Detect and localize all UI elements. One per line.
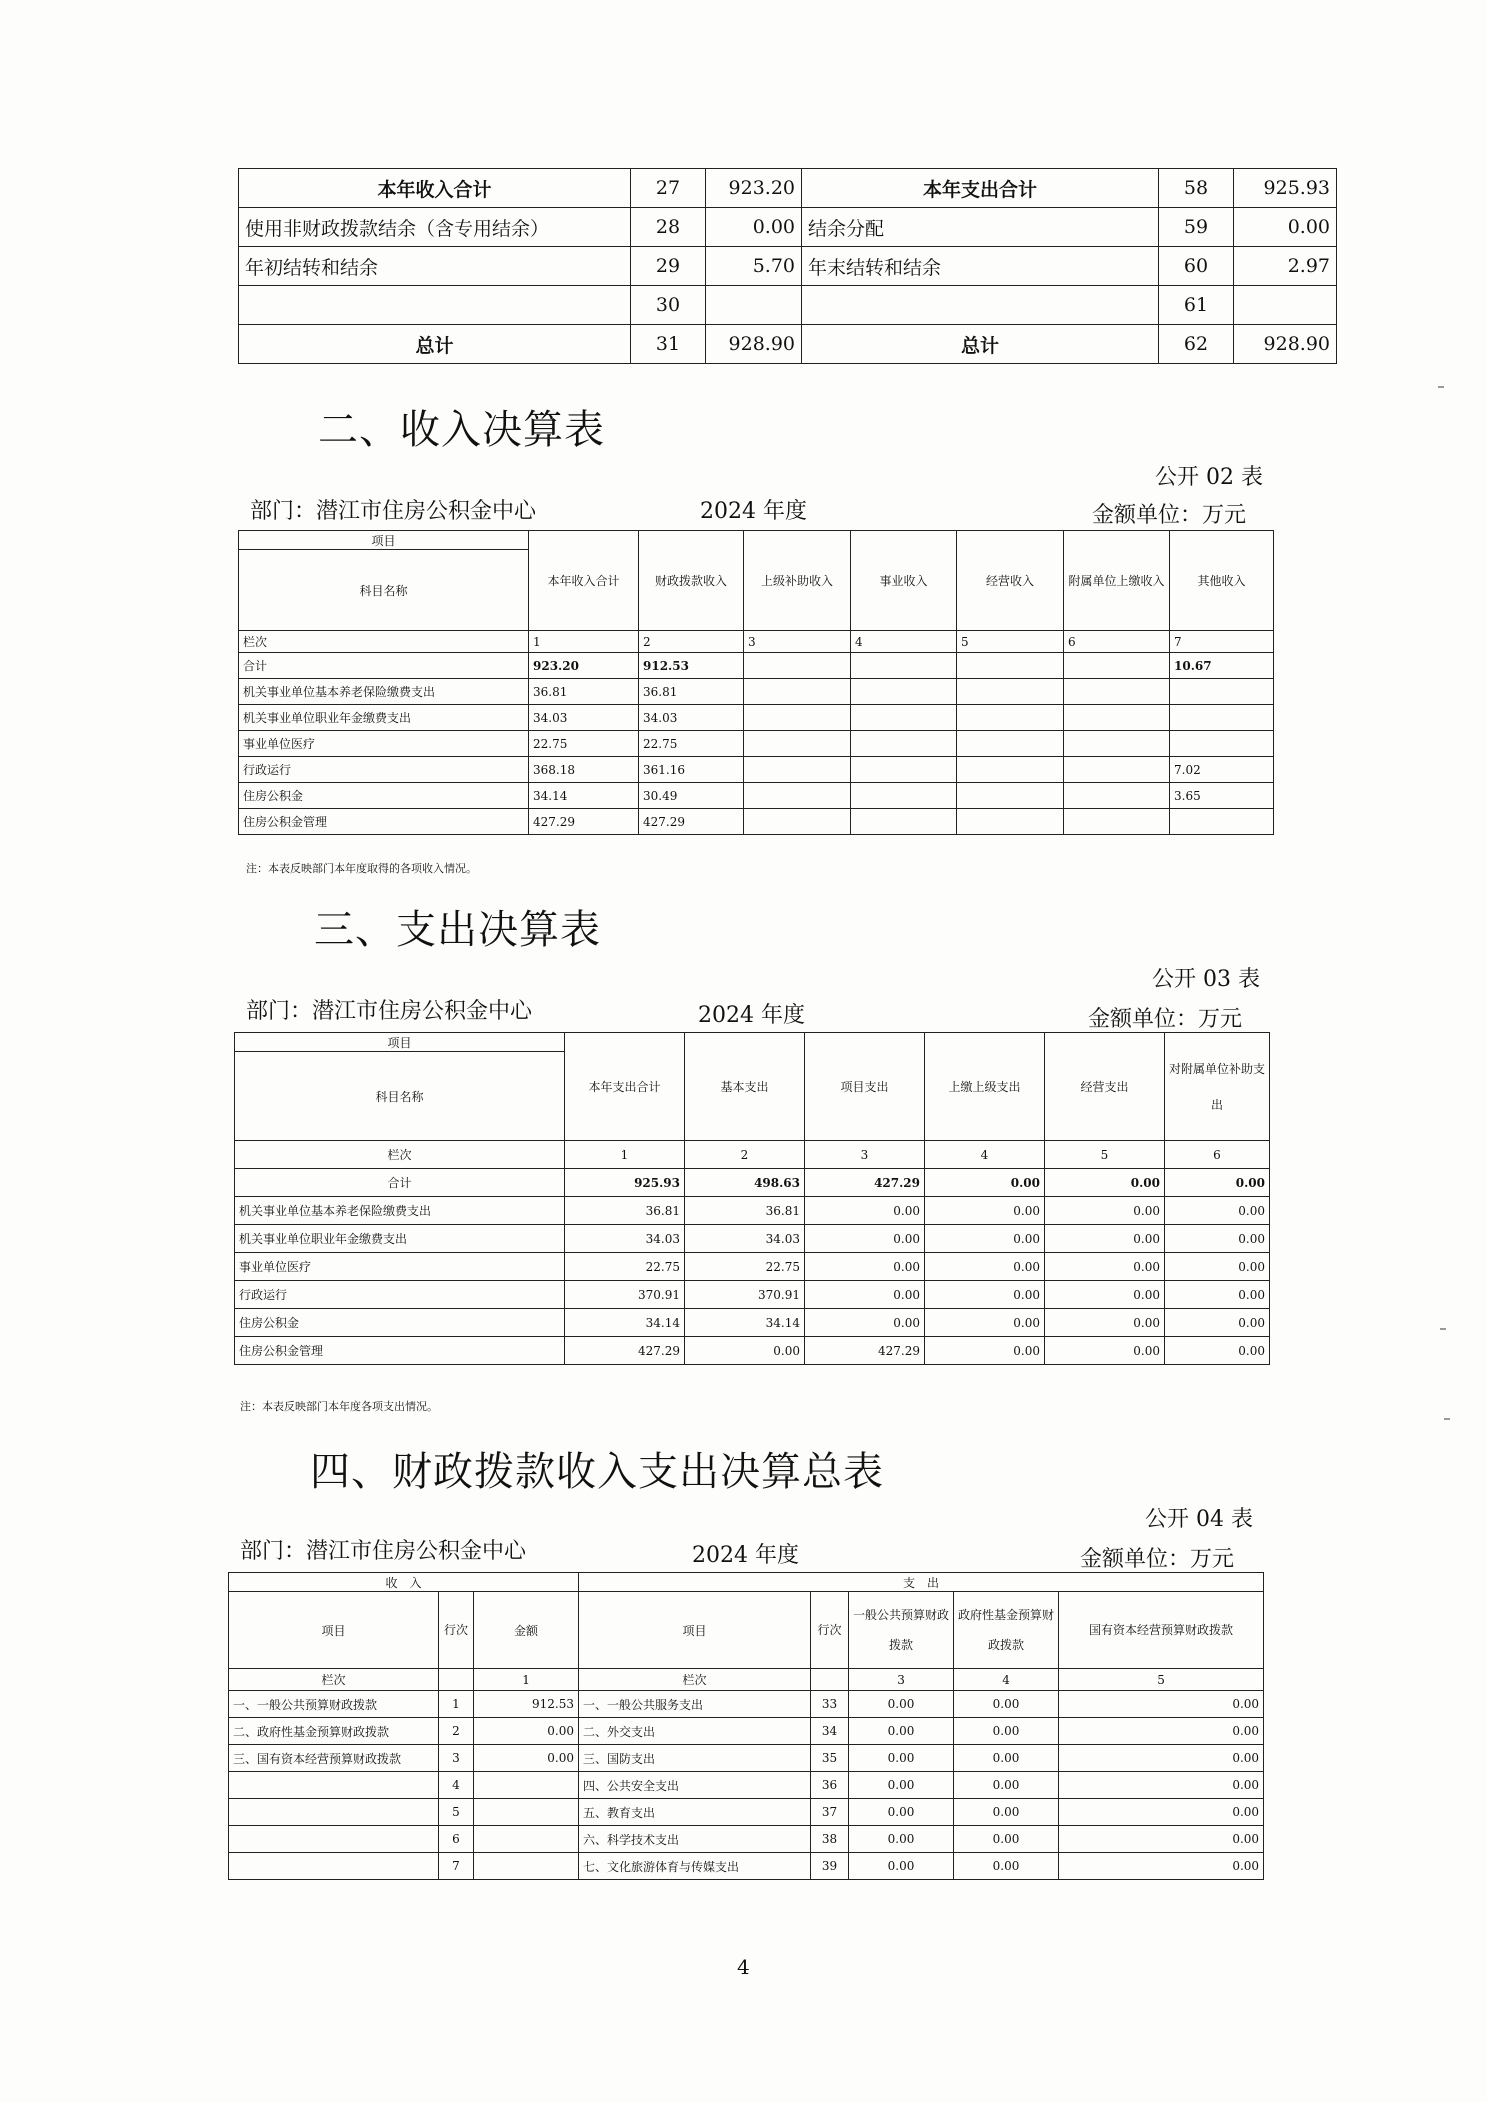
- amount-cell: 925.93: [565, 1169, 685, 1197]
- row-number: 58: [1159, 169, 1234, 208]
- amount-cell: [957, 653, 1064, 679]
- table-cell: [439, 1669, 474, 1691]
- expense-item: 结余分配: [802, 208, 1159, 247]
- amount-cell: 0.00: [1165, 1169, 1270, 1197]
- amount-cell: [851, 731, 957, 757]
- amount-cell: 10.67: [1170, 653, 1274, 679]
- column-header: 其他收入: [1170, 531, 1274, 631]
- subject-name: 行政运行: [235, 1281, 565, 1309]
- amount-cell: [474, 1853, 579, 1880]
- amount-cell: 0.00: [925, 1337, 1045, 1365]
- row-number: 29: [631, 247, 706, 286]
- amount-cell: 427.29: [529, 809, 639, 835]
- amount-cell: [1234, 286, 1337, 325]
- amount-cell: 36.81: [685, 1197, 805, 1225]
- table-row: [239, 325, 1337, 364]
- table-row: [239, 286, 1337, 325]
- subject-name: 住房公积金管理: [235, 1337, 565, 1365]
- header-amount: 金额: [474, 1592, 579, 1669]
- column-number: 5: [1045, 1141, 1165, 1169]
- header-item: 项目: [579, 1592, 811, 1669]
- table-row: [229, 1826, 1264, 1853]
- table-row: [229, 1718, 1264, 1745]
- amount-cell: 427.29: [805, 1337, 925, 1365]
- amount-cell: [957, 783, 1064, 809]
- column-number: 1: [529, 631, 639, 653]
- amount-cell: 0.00: [954, 1799, 1059, 1826]
- column-header: 本年支出合计: [565, 1033, 685, 1141]
- expense-group-header: 支 出: [579, 1573, 1264, 1592]
- amount-cell: [957, 809, 1064, 835]
- amount-cell: [851, 783, 957, 809]
- header-row: [229, 1573, 1264, 1592]
- lanci-label: 栏次: [239, 631, 529, 653]
- column-number: 4: [851, 631, 957, 653]
- subject-name: 机关事业单位职业年金缴费支出: [235, 1225, 565, 1253]
- column-number: 3: [744, 631, 851, 653]
- column-header: 国有资本经营预算财政拨款: [1059, 1592, 1264, 1669]
- department-label: 部门：潜江市住房公积金中心: [250, 499, 537, 524]
- amount-cell: 928.90: [1234, 325, 1337, 364]
- amount-cell: [1064, 783, 1170, 809]
- subject-name: 合计: [239, 653, 529, 679]
- income-item: 本年收入合计: [239, 169, 631, 208]
- scan-mark: [1440, 1328, 1446, 1330]
- amount-cell: 0.00: [805, 1309, 925, 1337]
- fiscal-summary-table: [228, 1572, 1264, 1880]
- amount-cell: 36.81: [565, 1197, 685, 1225]
- row-number: 37: [811, 1799, 849, 1826]
- column-header: 经营收入: [957, 531, 1064, 631]
- amount-cell: 0.00: [1165, 1309, 1270, 1337]
- table-row: [235, 1309, 1270, 1337]
- amount-cell: 7.02: [1170, 757, 1274, 783]
- amount-cell: 0.00: [954, 1691, 1059, 1718]
- amount-cell: [474, 1826, 579, 1853]
- amount-cell: [1170, 705, 1274, 731]
- amount-cell: 0.00: [1059, 1718, 1264, 1745]
- amount-cell: [1064, 757, 1170, 783]
- amount-cell: 0.00: [1059, 1853, 1264, 1880]
- subject-name: 事业单位医疗: [239, 731, 529, 757]
- column-number: 4: [954, 1669, 1059, 1691]
- amount-cell: [744, 731, 851, 757]
- income-group-header: 收 入: [229, 1573, 579, 1592]
- column-header: 项目支出: [805, 1033, 925, 1141]
- amount-cell: 0.00: [474, 1745, 579, 1772]
- fiscal-year: 2024 年度: [692, 1543, 799, 1568]
- amount-cell: 0.00: [474, 1718, 579, 1745]
- row-number: 28: [631, 208, 706, 247]
- table-row: [239, 653, 1274, 679]
- expense-item: 六、科学技术支出: [579, 1826, 811, 1853]
- amount-cell: 923.20: [706, 169, 802, 208]
- income-item: 三、国有资本经营预算财政拨款: [229, 1745, 439, 1772]
- header-item: 项目: [239, 531, 529, 550]
- column-header: 上缴上级支出: [925, 1033, 1045, 1141]
- amount-cell: [1064, 653, 1170, 679]
- amount-cell: [744, 757, 851, 783]
- scan-mark: [1438, 386, 1444, 388]
- amount-cell: 0.00: [1165, 1225, 1270, 1253]
- amount-cell: [474, 1799, 579, 1826]
- amount-cell: [1170, 809, 1274, 835]
- row-number: 61: [1159, 286, 1234, 325]
- amount-cell: 22.75: [639, 731, 744, 757]
- amount-cell: 0.00: [685, 1337, 805, 1365]
- income-table: [238, 530, 1274, 835]
- amount-cell: 34.03: [529, 705, 639, 731]
- column-header: 一般公共预算财政拨款: [849, 1592, 954, 1669]
- row-number: 7: [439, 1853, 474, 1880]
- fiscal-year: 2024 年度: [700, 499, 807, 524]
- column-number: 1: [474, 1669, 579, 1691]
- row-number: 27: [631, 169, 706, 208]
- expense-item: 七、文化旅游体育与传媒支出: [579, 1853, 811, 1880]
- amount-cell: 370.91: [685, 1281, 805, 1309]
- expense-item: 本年支出合计: [802, 169, 1159, 208]
- amount-cell: [851, 705, 957, 731]
- amount-cell: 0.00: [1045, 1253, 1165, 1281]
- column-header: 上级补助收入: [744, 531, 851, 631]
- amount-unit: 金额单位：万元: [1088, 1007, 1243, 1032]
- table-row: [239, 757, 1274, 783]
- column-number: 6: [1064, 631, 1170, 653]
- row-number: 38: [811, 1826, 849, 1853]
- amount-cell: 0.00: [706, 208, 802, 247]
- amount-cell: 923.20: [529, 653, 639, 679]
- lanci-label: 栏次: [579, 1669, 811, 1691]
- amount-cell: [1064, 705, 1170, 731]
- header-row: [235, 1033, 1270, 1052]
- column-header: 事业收入: [851, 531, 957, 631]
- amount-cell: [957, 705, 1064, 731]
- table-row: [239, 705, 1274, 731]
- amount-cell: 0.00: [849, 1772, 954, 1799]
- table-cell: [811, 1669, 849, 1691]
- subject-name: 住房公积金: [235, 1309, 565, 1337]
- row-number: 3: [439, 1745, 474, 1772]
- table-row: [235, 1337, 1270, 1365]
- amount-cell: [744, 679, 851, 705]
- amount-cell: 0.00: [954, 1853, 1059, 1880]
- expense-item: 总计: [802, 325, 1159, 364]
- amount-cell: 0.00: [954, 1745, 1059, 1772]
- row-number: 36: [811, 1772, 849, 1799]
- amount-cell: 498.63: [685, 1169, 805, 1197]
- expense-item: 年末结转和结余: [802, 247, 1159, 286]
- expense-note: 注：本表反映部门本年度各项支出情况。: [240, 1400, 438, 1413]
- row-number: 2: [439, 1718, 474, 1745]
- amount-cell: 427.29: [639, 809, 744, 835]
- table-row: [229, 1772, 1264, 1799]
- column-number: 4: [925, 1141, 1045, 1169]
- lanci-row: [239, 631, 1274, 653]
- column-number: 1: [565, 1141, 685, 1169]
- header-row-number: 行次: [811, 1592, 849, 1669]
- table-code: 公开 03 表: [1152, 967, 1260, 992]
- subject-name: 机关事业单位基本养老保险缴费支出: [239, 679, 529, 705]
- table-row: [235, 1197, 1270, 1225]
- column-header: 本年收入合计: [529, 531, 639, 631]
- section-title-income: 二、收入决算表: [318, 407, 605, 453]
- table-row: [235, 1253, 1270, 1281]
- table-row: [239, 247, 1337, 286]
- lanci-row: [235, 1141, 1270, 1169]
- income-item: 年初结转和结余: [239, 247, 631, 286]
- income-note: 注：本表反映部门本年度取得的各项收入情况。: [246, 862, 477, 875]
- amount-cell: 0.00: [849, 1826, 954, 1853]
- amount-cell: 0.00: [1165, 1281, 1270, 1309]
- amount-cell: [744, 783, 851, 809]
- expense-item: 二、外交支出: [579, 1718, 811, 1745]
- subject-name: 合计: [235, 1169, 565, 1197]
- amount-cell: 0.00: [925, 1281, 1045, 1309]
- amount-cell: 0.00: [954, 1718, 1059, 1745]
- row-number: 34: [811, 1718, 849, 1745]
- row-number: 31: [631, 325, 706, 364]
- expense-item: 四、公共安全支出: [579, 1772, 811, 1799]
- amount-cell: 5.70: [706, 247, 802, 286]
- section-title-expense: 三、支出决算表: [314, 907, 601, 953]
- amount-cell: [1064, 679, 1170, 705]
- amount-cell: 30.49: [639, 783, 744, 809]
- header-subject-name: 科目名称: [235, 1052, 565, 1141]
- subject-name: 事业单位医疗: [235, 1253, 565, 1281]
- amount-cell: 22.75: [565, 1253, 685, 1281]
- subject-name: 住房公积金: [239, 783, 529, 809]
- amount-cell: 0.00: [1045, 1309, 1165, 1337]
- amount-cell: [1064, 731, 1170, 757]
- amount-cell: 34.14: [685, 1309, 805, 1337]
- amount-cell: [744, 809, 851, 835]
- row-number: 35: [811, 1745, 849, 1772]
- lanci-label: 栏次: [229, 1669, 439, 1691]
- column-number: 5: [957, 631, 1064, 653]
- income-item: 二、政府性基金预算财政拨款: [229, 1718, 439, 1745]
- amount-cell: 0.00: [849, 1718, 954, 1745]
- column-number: 2: [685, 1141, 805, 1169]
- amount-cell: [1170, 731, 1274, 757]
- row-number: 39: [811, 1853, 849, 1880]
- income-item: 使用非财政拨款结余（含专用结余）: [239, 208, 631, 247]
- amount-cell: 0.00: [1059, 1745, 1264, 1772]
- column-number: 2: [639, 631, 744, 653]
- amount-cell: 34.03: [639, 705, 744, 731]
- amount-cell: 0.00: [925, 1253, 1045, 1281]
- row-number: 30: [631, 286, 706, 325]
- column-header: 财政拨款收入: [639, 531, 744, 631]
- row-number: 6: [439, 1826, 474, 1853]
- table-row: [229, 1745, 1264, 1772]
- amount-cell: 36.81: [529, 679, 639, 705]
- amount-unit: 金额单位：万元: [1080, 1547, 1235, 1572]
- expense-item: [802, 286, 1159, 325]
- expense-item: 三、国防支出: [579, 1745, 811, 1772]
- row-number: 5: [439, 1799, 474, 1826]
- amount-cell: [957, 757, 1064, 783]
- amount-cell: [957, 679, 1064, 705]
- table-row: [239, 731, 1274, 757]
- amount-cell: 0.00: [1045, 1169, 1165, 1197]
- amount-cell: 928.90: [706, 325, 802, 364]
- row-number: 33: [811, 1691, 849, 1718]
- amount-cell: 0.00: [954, 1826, 1059, 1853]
- subject-name: 住房公积金管理: [239, 809, 529, 835]
- amount-cell: 0.00: [805, 1253, 925, 1281]
- amount-cell: 0.00: [1059, 1799, 1264, 1826]
- amount-cell: 36.81: [639, 679, 744, 705]
- amount-cell: 22.75: [529, 731, 639, 757]
- row-number: 59: [1159, 208, 1234, 247]
- amount-cell: 0.00: [1059, 1826, 1264, 1853]
- header-row-number: 行次: [439, 1592, 474, 1669]
- amount-cell: 427.29: [565, 1337, 685, 1365]
- page-number: 4: [737, 1955, 750, 1979]
- income-item: [239, 286, 631, 325]
- amount-cell: 925.93: [1234, 169, 1337, 208]
- amount-cell: 34.14: [529, 783, 639, 809]
- lanci-label: 栏次: [235, 1141, 565, 1169]
- amount-cell: [706, 286, 802, 325]
- amount-cell: 22.75: [685, 1253, 805, 1281]
- amount-cell: 0.00: [954, 1772, 1059, 1799]
- amount-cell: 0.00: [1234, 208, 1337, 247]
- amount-cell: [1170, 679, 1274, 705]
- subject-name: 机关事业单位基本养老保险缴费支出: [235, 1197, 565, 1225]
- column-number: 7: [1170, 631, 1274, 653]
- amount-cell: 0.00: [925, 1169, 1045, 1197]
- income-item: 总计: [239, 325, 631, 364]
- amount-cell: 0.00: [1165, 1337, 1270, 1365]
- column-number: 3: [849, 1669, 954, 1691]
- column-header: 政府性基金预算财政拨款: [954, 1592, 1059, 1669]
- amount-cell: 0.00: [849, 1691, 954, 1718]
- amount-cell: 2.97: [1234, 247, 1337, 286]
- row-number: 4: [439, 1772, 474, 1799]
- row-number: 1: [439, 1691, 474, 1718]
- amount-cell: 3.65: [1170, 783, 1274, 809]
- table-row: [239, 169, 1337, 208]
- subject-name: 机关事业单位职业年金缴费支出: [239, 705, 529, 731]
- header-item: 项目: [229, 1592, 439, 1669]
- header-row: [229, 1592, 1264, 1669]
- amount-cell: [1064, 809, 1170, 835]
- amount-cell: 0.00: [805, 1281, 925, 1309]
- expense-item: 一、一般公共服务支出: [579, 1691, 811, 1718]
- amount-cell: 0.00: [849, 1853, 954, 1880]
- amount-cell: 0.00: [1165, 1197, 1270, 1225]
- amount-cell: 0.00: [925, 1309, 1045, 1337]
- table-row: [229, 1853, 1264, 1880]
- row-number: 62: [1159, 325, 1234, 364]
- table-row: [239, 679, 1274, 705]
- amount-cell: 34.03: [565, 1225, 685, 1253]
- amount-cell: 0.00: [1045, 1225, 1165, 1253]
- table-row: [235, 1225, 1270, 1253]
- amount-cell: 0.00: [1059, 1691, 1264, 1718]
- amount-cell: 0.00: [1045, 1281, 1165, 1309]
- amount-cell: [851, 653, 957, 679]
- row-number: 60: [1159, 247, 1234, 286]
- department-label: 部门：潜江市住房公积金中心: [246, 999, 533, 1024]
- amount-cell: 0.00: [925, 1197, 1045, 1225]
- income-item: 一、一般公共预算财政拨款: [229, 1691, 439, 1718]
- amount-cell: 912.53: [639, 653, 744, 679]
- amount-cell: 0.00: [849, 1745, 954, 1772]
- amount-cell: [474, 1772, 579, 1799]
- table-row: [229, 1691, 1264, 1718]
- table-row: [239, 783, 1274, 809]
- amount-cell: 0.00: [849, 1799, 954, 1826]
- amount-cell: 34.14: [565, 1309, 685, 1337]
- column-header: 对附属单位补助支出: [1165, 1033, 1270, 1141]
- column-header: 附属单位上缴收入: [1064, 531, 1170, 631]
- header-subject-name: 科目名称: [239, 550, 529, 631]
- amount-cell: 0.00: [1059, 1772, 1264, 1799]
- amount-cell: 370.91: [565, 1281, 685, 1309]
- table-row: [239, 208, 1337, 247]
- table-row: [229, 1799, 1264, 1826]
- fiscal-year: 2024 年度: [698, 1003, 805, 1028]
- amount-cell: 0.00: [1045, 1197, 1165, 1225]
- header-row: [239, 531, 1274, 550]
- summary-table: [238, 168, 1337, 364]
- amount-cell: 0.00: [925, 1225, 1045, 1253]
- table-row: [235, 1169, 1270, 1197]
- column-number: 6: [1165, 1141, 1270, 1169]
- table-row: [235, 1281, 1270, 1309]
- amount-cell: [851, 679, 957, 705]
- column-header: 基本支出: [685, 1033, 805, 1141]
- income-item: [229, 1772, 439, 1799]
- amount-cell: [744, 653, 851, 679]
- expense-item: 五、教育支出: [579, 1799, 811, 1826]
- table-code: 公开 04 表: [1145, 1507, 1253, 1532]
- amount-unit: 金额单位：万元: [1092, 503, 1247, 528]
- income-item: [229, 1826, 439, 1853]
- amount-cell: 361.16: [639, 757, 744, 783]
- amount-cell: [851, 757, 957, 783]
- table-code: 公开 02 表: [1155, 465, 1263, 490]
- section-title-fiscal-summary: 四、财政拨款收入支出决算总表: [310, 1449, 884, 1495]
- department-label: 部门：潜江市住房公积金中心: [240, 1539, 527, 1564]
- table-row: [239, 809, 1274, 835]
- amount-cell: 912.53: [474, 1691, 579, 1718]
- scan-mark: [1444, 1418, 1450, 1420]
- column-number: 3: [805, 1141, 925, 1169]
- subject-name: 行政运行: [239, 757, 529, 783]
- amount-cell: 0.00: [1165, 1253, 1270, 1281]
- amount-cell: 0.00: [1045, 1337, 1165, 1365]
- amount-cell: 34.03: [685, 1225, 805, 1253]
- column-header: 经营支出: [1045, 1033, 1165, 1141]
- amount-cell: 368.18: [529, 757, 639, 783]
- header-item: 项目: [235, 1033, 565, 1052]
- expense-table: [234, 1032, 1270, 1365]
- income-item: [229, 1853, 439, 1880]
- amount-cell: [744, 705, 851, 731]
- amount-cell: [957, 731, 1064, 757]
- lanci-row: [229, 1669, 1264, 1691]
- income-item: [229, 1799, 439, 1826]
- amount-cell: 427.29: [805, 1169, 925, 1197]
- amount-cell: 0.00: [805, 1225, 925, 1253]
- column-number: 5: [1059, 1669, 1264, 1691]
- amount-cell: [851, 809, 957, 835]
- amount-cell: 0.00: [805, 1197, 925, 1225]
